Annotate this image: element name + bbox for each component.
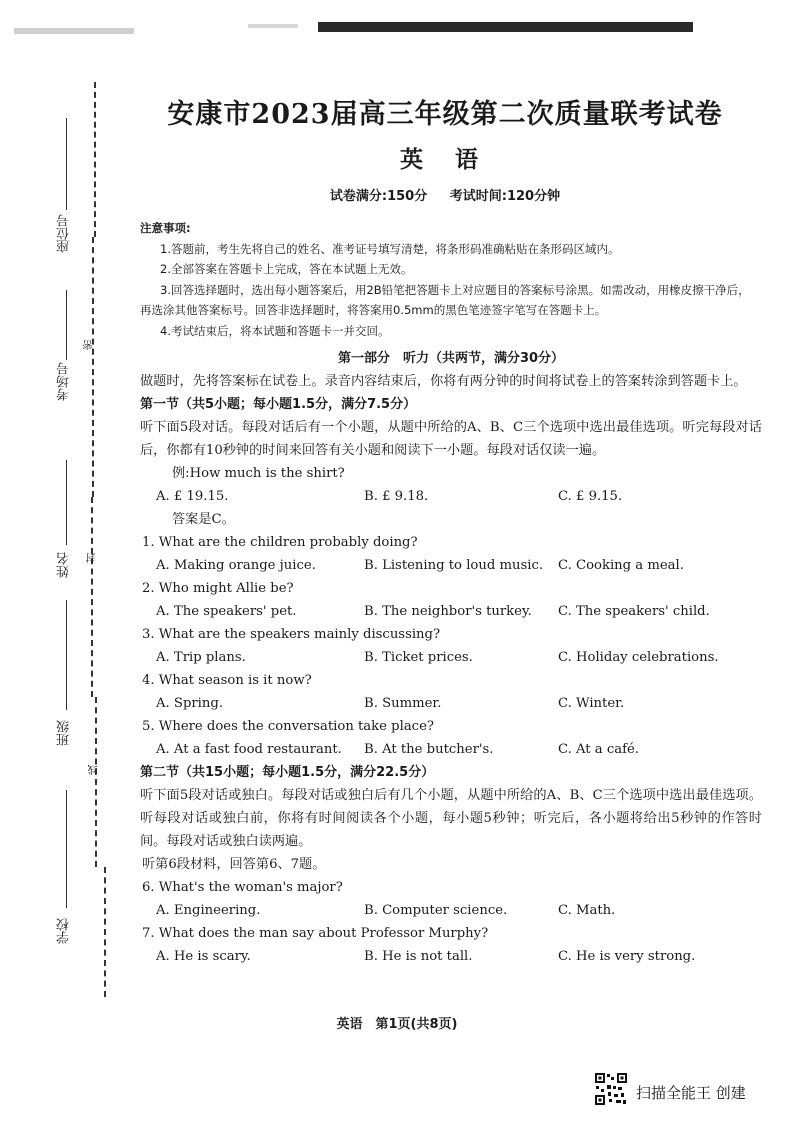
question-options [140,738,762,761]
exam-room-label: 考场号 [57,362,72,401]
section-intro: 听下面5段对话。每段对话后有一个小题，从题中所给的A、B、C三个选项中选出最佳选项。听完每段对话后，你都有10秒钟的时间来回答有关小题和阅读下一小题。每段对话仅读一遍。 [140,420,762,458]
scan-smudge [14,28,134,34]
option-c: C. £ 9.15. [558,489,623,504]
option-b: B. Listening to loud music. [364,558,544,573]
question-options [140,692,762,715]
option-b: B. He is not tall. [364,949,473,964]
cut-mark-seal: 密 [84,340,95,350]
material-note: 听第6段材料，回答第6、7题。 [142,857,326,872]
question-options [140,600,762,623]
seal-dashed-line [104,867,106,997]
fill-line [66,600,67,710]
question-options [140,899,762,922]
example-answer: 答案是C。 [172,512,235,527]
exam-time: 考试时间:120分钟 [449,189,561,204]
page-title: 安康市2023届高三年级第二次质量联考试卷 [167,99,723,130]
option-b: B. Computer science. [364,903,508,918]
question-item [140,876,762,922]
seat-number-label: 座位号 [57,214,72,253]
option-c: C. Cooking a meal. [558,558,684,573]
option-b: B. At the butcher's. [364,742,494,757]
question-item [140,577,762,623]
section-intro: 听下面5段对话或独白。每段对话或独白后有几个小题，从题中所给的A、B、C三个选项中选出最佳选项。听每段对话或独白前，你将有时间阅读各个小题，每小题5秒钟；听完后，各小题将给出5秒钟的作答时间。每段对话或独白读两遍。 [140,788,762,849]
scanner-brand: 扫描全能王 创建 [636,1084,746,1102]
subject-title: 英 语 [399,146,490,173]
instruction-item: 3.回答选择题时，选出每小题答案后，用2B铅笔把答题卡上对应题目的答案标号涂黑。如需改动，用橡皮擦干净后，再选涂其他答案标号。回答非选择题时，将答案用0.5mm的黑色笔迹签字笔写在答题卡上。 [140,282,750,317]
section-heading: 第二节（共15小题；每小题1.5分，满分22.5分） [140,765,435,780]
example-options [140,485,762,508]
option-c: C. At a café. [558,742,639,757]
page-footer: 英语 第1页(共8页) [336,1017,458,1032]
question-item [140,715,762,761]
question-item [140,922,762,968]
instruction-item: 1.答题前，考生先将自己的姓名、准考证号填写清楚，将条形码准确粘贴在条形码区域内。 [160,241,620,256]
option-b: B. The neighbor's turkey. [364,604,532,619]
seal-dashed-line [94,82,96,237]
question-text: 3. What are the speakers mainly discussing? [142,627,441,642]
option-a: A. The speakers' pet. [156,604,297,619]
part-intro: 做题时，先将答案标在试卷上。录音内容结束后，你将有两分钟的时间将试卷上的答案转涂到答题卡上。 [140,374,747,389]
option-a: A. Trip plans. [156,650,246,665]
fill-line [66,290,67,360]
fill-line [66,790,67,908]
instruction-item: 4.考试结束后，将本试题和答题卡一并交回。 [160,323,390,338]
option-c: C. Math. [558,903,616,918]
option-a: A. Making orange juice. [156,558,316,573]
exam-meta [145,185,745,204]
option-b: B. Summer. [364,696,442,711]
question-options [140,945,762,968]
option-c: C. Winter. [558,696,625,711]
question-item [140,531,762,577]
example-question: 例:How much is the shirt? [172,466,345,481]
option-c: C. Holiday celebrations. [558,650,719,665]
instructions-heading: 注意事项: [140,221,191,235]
qr-code-icon [594,1072,628,1106]
full-score: 试卷满分:150分 [329,189,428,204]
fill-line [66,118,67,210]
option-a: A. At a fast food restaurant. [156,742,342,757]
school-label: 学校 [57,918,72,944]
question-item [140,669,762,715]
question-text: 1. What are the children probably doing? [142,535,418,550]
option-b: B. £ 9.18. [364,489,429,504]
seal-dashed-line [92,237,94,497]
scan-top-bar [318,22,693,32]
question-text: 5. Where does the conversation take place? [142,719,434,734]
listening-part [140,347,762,968]
class-label: 班级 [57,720,72,746]
section-heading: 第一节（共5小题；每小题1.5分，满分7.5分） [140,397,417,412]
instruction-item: 2.全部答案在答题卡上完成，答在本试题上无效。 [160,262,413,276]
cut-mark-close: 封 [87,553,98,563]
name-label: 姓名 [57,552,72,578]
fill-line [66,460,67,545]
option-a: A. Spring. [156,696,224,711]
option-c: C. The speakers' child. [558,604,710,619]
question-text: 2. Who might Allie be? [142,581,294,596]
question-text: 7. What does the man say about Professor Murphy? [142,926,489,941]
option-a: A. He is scary. [156,949,251,964]
option-b: B. Ticket prices. [364,650,473,665]
question-text: 6. What's the woman's major? [142,880,343,895]
option-a: A. Engineering. [156,903,261,918]
cut-mark-line: 线 [89,765,100,775]
seal-dashed-line [95,697,97,867]
instructions [140,218,760,341]
question-item [140,623,762,669]
question-options [140,554,762,577]
question-options [140,646,762,669]
seal-dashed-line [91,497,93,697]
option-c: C. He is very strong. [558,949,696,964]
part-heading: 第一部分 听力（共两节，满分30分） [337,351,565,366]
question-text: 4. What season is it now? [142,673,312,688]
option-a: A. £ 19.15. [156,489,229,504]
scan-smudge [248,24,298,28]
